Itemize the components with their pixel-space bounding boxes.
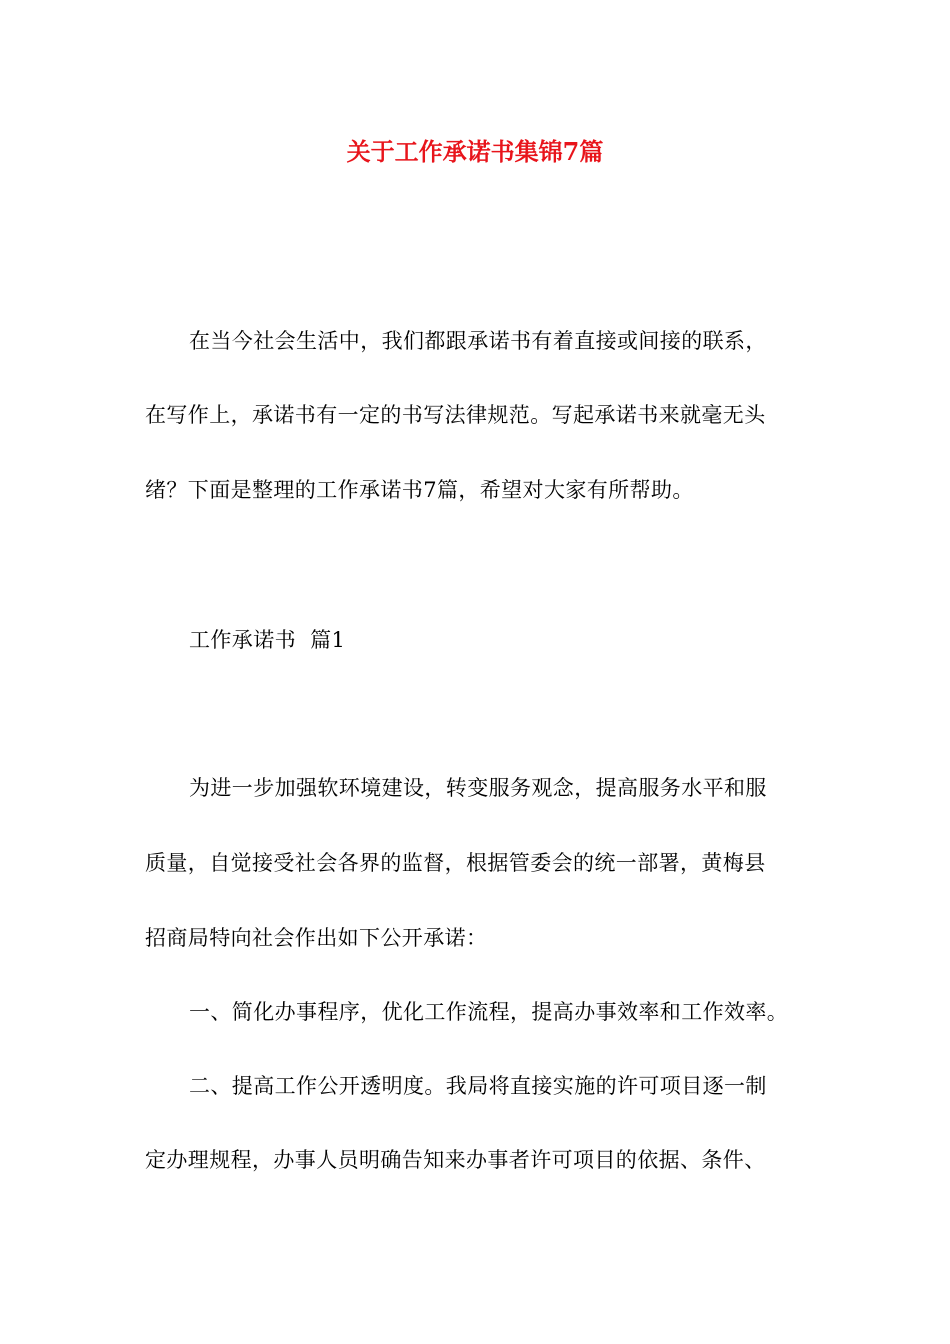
document-title: 关于工作承诺书集锦7篇: [346, 137, 604, 166]
section-heading: 工作承诺书 篇1: [189, 628, 346, 652]
body-line-3: 招商局特向社会作出如下公开承诺：: [145, 926, 488, 950]
body-line-4: 一、简化办事程序，优化工作流程，提高办事效率和工作效率。: [189, 1000, 789, 1024]
body-line-2: 质量，自觉接受社会各界的监督，根据管委会的统一部署，黄梅县: [145, 851, 766, 875]
intro-line-2: 在写作上，承诺书有一定的书写法律规范。写起承诺书来就毫无头: [145, 403, 766, 427]
body-line-1: 为进一步加强软环境建设，转变服务观念，提高服务水平和服: [189, 776, 767, 800]
body-line-6: 定办理规程，办事人员明确告知来办事者许可项目的依据、条件、: [145, 1148, 766, 1172]
body-line-5: 二、提高工作公开透明度。我局将直接实施的许可项目逐一制: [189, 1074, 767, 1098]
intro-line-3: 绪？下面是整理的工作承诺书7篇，希望对大家有所帮助。: [145, 478, 694, 502]
intro-line-1: 在当今社会生活中，我们都跟承诺书有着直接或间接的联系，: [189, 329, 767, 353]
